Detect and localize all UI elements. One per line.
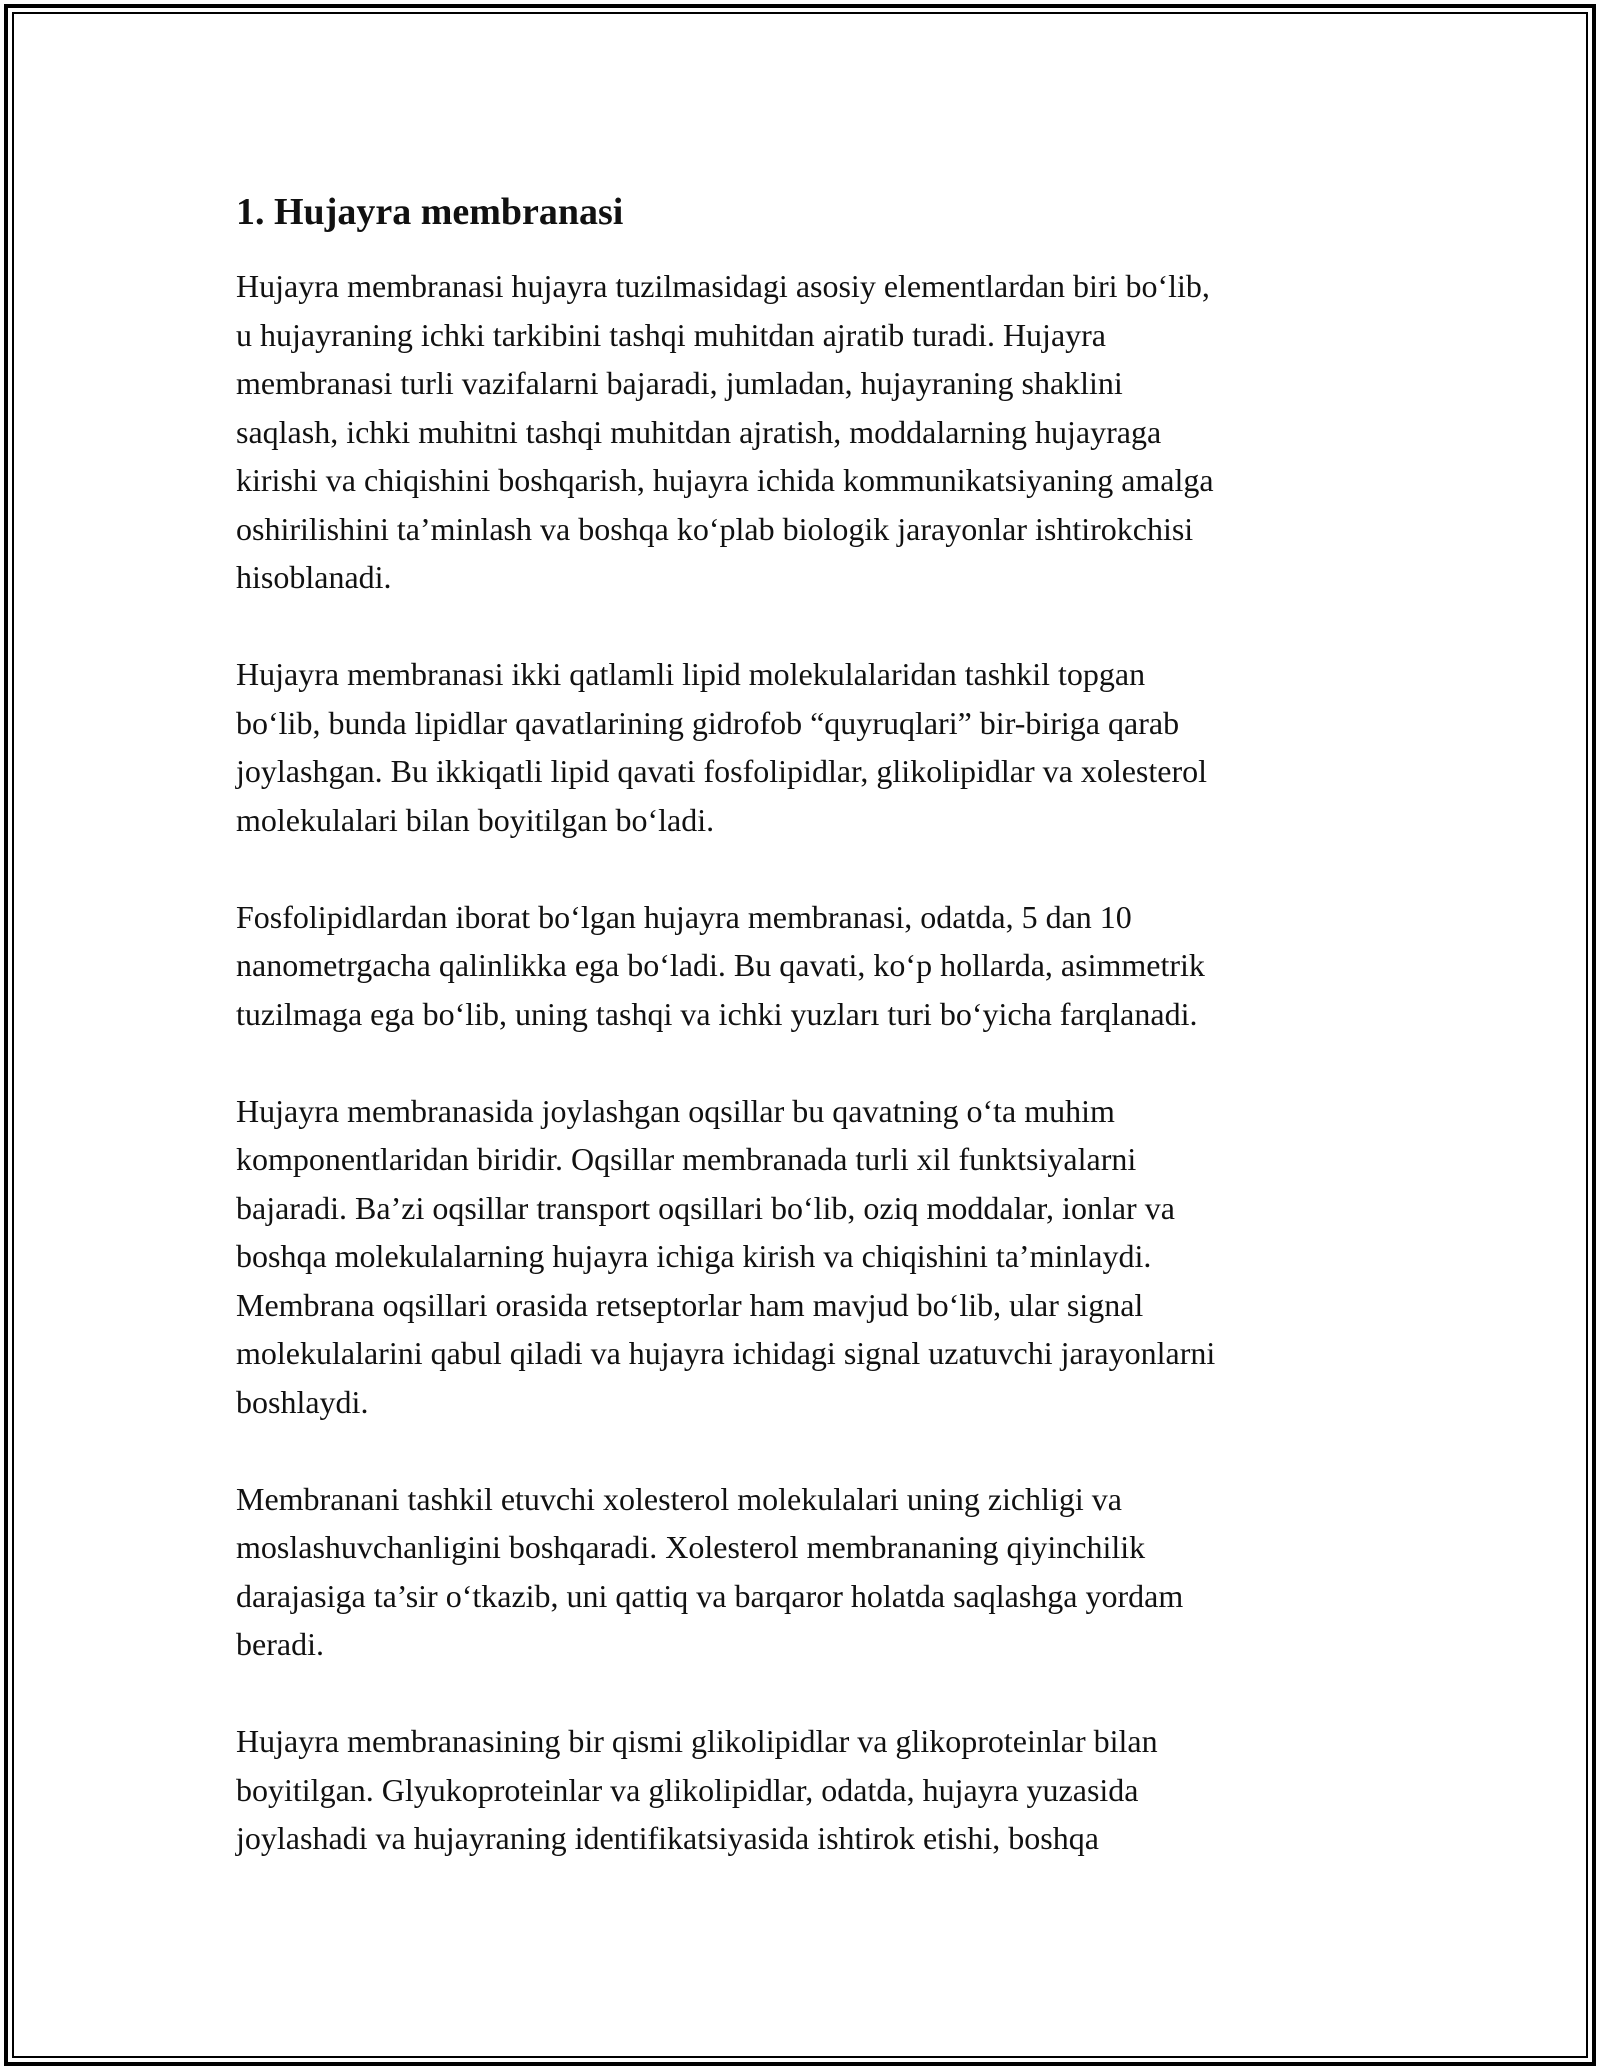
- text-line: u hujayraning ichki tarkibini tashqi muhitdan ajratib turadi. Hujayra: [236, 316, 1106, 353]
- paragraph-1: [236, 262, 1366, 602]
- text-line: molekulalari bilan boyitilgan bo‘ladi.: [236, 801, 715, 838]
- text-line: membranasi turli vazifalarni bajaradi, jumladan, hujayraning shaklini: [236, 365, 1123, 401]
- text-line: kirishi va chiqishini boshqarish, hujayra ichida kommunikatsiyaning amalga: [236, 462, 1214, 498]
- paragraph-6: [236, 1717, 1366, 1863]
- text-line: Hujayra membranasi ikki qatlamli lipid molekulalaridan tashkil topgan: [236, 656, 1146, 692]
- text-line: komponentlaridan biridir. Oqsillar membranada turli xil funktsiyalarni: [236, 1141, 1137, 1177]
- text-line: Membrana oqsillari orasida retseptorlar ham mavjud bo‘lib, ular signal: [236, 1286, 1144, 1323]
- text-line: molekulalarini qabul qiladi va hujayra ichidagi signal uzatuvchi jarayonlarni: [236, 1335, 1216, 1371]
- text-line: Membranani tashkil etuvchi xolesterol molekulalari uning zichligi va: [236, 1480, 1122, 1517]
- paragraph-3: [236, 893, 1366, 1039]
- text-line: Hujayra membranasida joylashgan oqsillar bu qavatning o‘ta muhim: [236, 1092, 1115, 1129]
- section-heading: 1. Hujayra membranasi: [236, 191, 624, 233]
- document-body: [236, 188, 1366, 1911]
- text-line: bajaradi. Ba’zi oqsillar transport oqsillari bo‘lib, oziq moddalar, ionlar va: [236, 1189, 1175, 1226]
- paragraph-5: [236, 1475, 1366, 1669]
- text-line: bo‘lib, bunda lipidlar qavatlarining gidrofob “quyruqlari” bir-biriga qarab: [236, 704, 1180, 741]
- text-line: tuzilmaga ega bo‘lib, uning tashqi va ichki yuzları turi bo‘yicha farqlanadi.: [236, 995, 1198, 1032]
- text-line: nanometrgacha qalinlikka ega bo‘ladi. Bu qavati, ko‘p hollarda, asimmetrik: [236, 947, 1205, 983]
- text-line: joylashadi va hujayraning identifikatsiyasida ishtirok etishi, boshqa: [236, 1820, 1099, 1856]
- text-line: beradi.: [236, 1626, 324, 1662]
- text-line: oshirilishini ta’minlash va boshqa ko‘plab biologik jarayonlar ishtirokchisi: [236, 510, 1194, 547]
- paragraph-2: [236, 650, 1366, 844]
- text-line: hisoblanadi.: [236, 559, 392, 595]
- paragraph-4: [236, 1087, 1366, 1427]
- text-line: darajasiga ta’sir o‘tkazib, uni qattiq va barqaror holatda saqlashga yordam: [236, 1577, 1184, 1614]
- text-line: moslashuvchanligini boshqaradi. Xolesterol membrananing qiyinchilik: [236, 1529, 1146, 1565]
- text-line: joylashgan. Bu ikkiqatli lipid qavati fosfolipidlar, glikolipidlar va xolesterol: [236, 753, 1207, 789]
- text-line: boshqa molekulalarning hujayra ichiga kirish va chiqishini ta’minlaydi.: [236, 1238, 1152, 1274]
- text-line: Hujayra membranasi hujayra tuzilmasidagi asosiy elementlardan biri bo‘lib,: [236, 268, 1210, 304]
- text-line: boyitilgan. Glyukoproteinlar va glikolipidlar, odatda, hujayra yuzasida: [236, 1771, 1139, 1808]
- text-line: boshlaydi.: [236, 1383, 369, 1420]
- text-line: saqlash, ichki muhitni tashqi muhitdan ajratish, moddalarning hujayraga: [236, 413, 1162, 450]
- text-line: Fosfolipidlardan iborat bo‘lgan hujayra membranasi, odatda, 5 dan 10: [236, 898, 1132, 935]
- text-line: Hujayra membranasining bir qismi glikolipidlar va glikoproteinlar bilan: [236, 1723, 1158, 1759]
